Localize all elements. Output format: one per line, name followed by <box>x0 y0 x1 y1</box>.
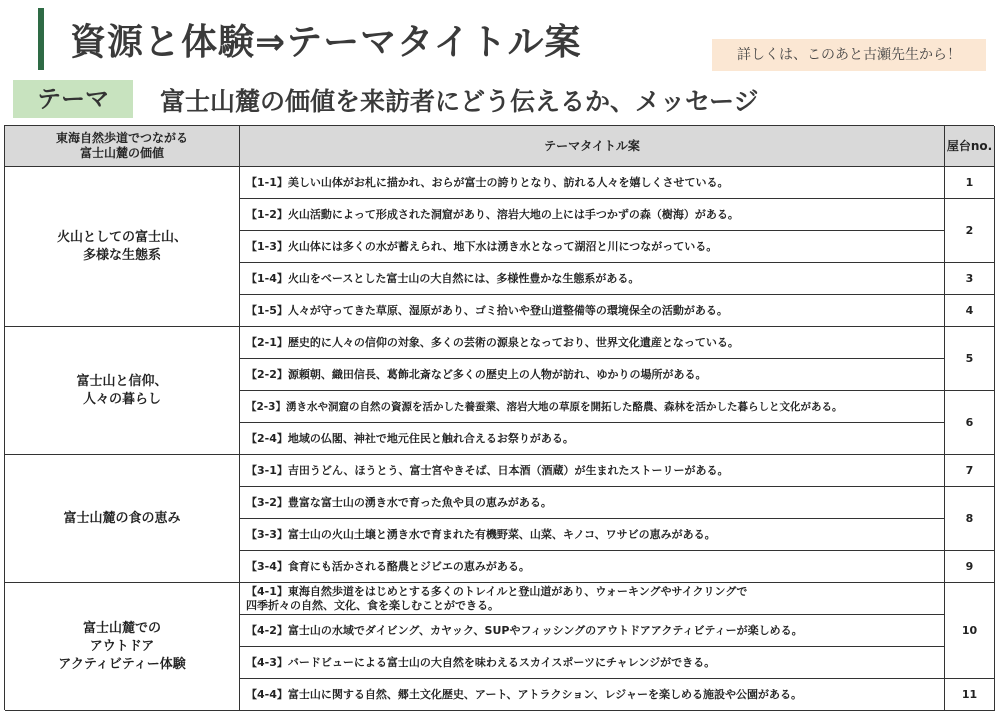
theme-item: 【2-4】地域の仏閣、神社で地元住民と触れ合えるお祭りがある。 <box>240 423 945 455</box>
theme-title-table <box>4 125 994 710</box>
theme-item: 【4-2】富士山の水域でダイビング、カヤック、SUPやフィッシングのアウトドアアクティビティーが楽しめる。 <box>240 615 945 647</box>
category-cell: 富士山と信仰、 人々の暮らし <box>5 327 240 455</box>
theme-item: 【1-1】美しい山体がお札に描かれ、おらが富士の誇りとなり、訪れる人々を嬉しくさせている。 <box>240 167 945 199</box>
stall-number: 1 <box>945 167 995 199</box>
category-cell: 火山としての富士山、 多様な生態系 <box>5 167 240 327</box>
header-value: 東海自然歩道でつながる 富士山麓の価値 <box>5 126 240 167</box>
stall-number: 11 <box>945 679 995 711</box>
theme-item: 【3-3】富士山の火山土壌と湧き水で育まれた有機野菜、山菜、キノコ、ワサビの恵みがある。 <box>240 519 945 551</box>
theme-item: 【3-4】食育にも活かされる酪農とジビエの恵みがある。 <box>240 551 945 583</box>
stall-number: 5 <box>945 327 995 391</box>
theme-item: 【4-1】東海自然歩道をはじめとする多くのトレイルと登山道があり、ウォーキングやサイクリングで 四季折々の自然、文化、食を楽しむことができる。 <box>240 583 945 615</box>
callout-note: 詳しくは、このあと古瀬先生から！ <box>712 39 986 71</box>
stall-number: 6 <box>945 391 995 455</box>
theme-item: 【2-3】湧き水や洞窟の自然の資源を活かした養蚕業、溶岩大地の草原を開拓した酪農、森林を活かした暮らしと文化がある。 <box>240 391 945 423</box>
category-cell: 富士山麓の食の恵み <box>5 455 240 583</box>
stall-number: 8 <box>945 487 995 551</box>
header-stall: 屋台no. <box>945 126 995 167</box>
theme-label: テーマ <box>13 80 133 118</box>
theme-item: 【1-4】火山をベースとした富士山の大自然には、多様性豊かな生態系がある。 <box>240 263 945 295</box>
theme-item: 【3-2】豊富な富士山の湧き水で育った魚や貝の恵みがある。 <box>240 487 945 519</box>
stall-number: 4 <box>945 295 995 327</box>
theme-item: 【1-5】人々が守ってきた草原、湿原があり、ゴミ拾いや登山道整備等の環境保全の活動がある。 <box>240 295 945 327</box>
stall-number: 9 <box>945 551 995 583</box>
page-title: 資源と体験⇒テーマタイトル案 <box>70 22 582 63</box>
stall-number: 2 <box>945 199 995 263</box>
theme-item: 【4-4】富士山に関する自然、郷土文化歴史、アート、アトラクション、レジャーを楽しめる施設や公園がある。 <box>240 679 945 711</box>
theme-item: 【2-1】歴史的に人々の信仰の対象、多くの芸術の源泉となっており、世界文化遺産となっている。 <box>240 327 945 359</box>
theme-item: 【3-1】吉田うどん、ほうとう、富士宮やきそば、日本酒（酒蔵）が生まれたストーリーがある。 <box>240 455 945 487</box>
stall-number: 10 <box>945 583 995 679</box>
theme-item: 【1-2】火山活動によって形成された洞窟があり、溶岩大地の上には手つかずの森（樹海）がある。 <box>240 199 945 231</box>
theme-item: 【1-3】火山体には多くの水が蓄えられ、地下水は湧き水となって湖沼と川につながっている。 <box>240 231 945 263</box>
category-cell: 富士山麓での アウトドア アクティビティー体験 <box>5 583 240 711</box>
stall-number: 3 <box>945 263 995 295</box>
stall-number: 7 <box>945 455 995 487</box>
theme-item: 【2-2】源頼朝、織田信長、葛飾北斎など多くの歴史上の人物が訪れ、ゆかりの場所がある。 <box>240 359 945 391</box>
title-accent-bar <box>38 8 44 70</box>
header-title: テーマタイトル案 <box>240 126 945 167</box>
theme-item: 【4-3】バードビューによる富士山の大自然を味わえるスカイスポーツにチャレンジができる。 <box>240 647 945 679</box>
theme-text: 富士山麓の価値を来訪者にどう伝えるか、メッセージ <box>160 87 759 116</box>
